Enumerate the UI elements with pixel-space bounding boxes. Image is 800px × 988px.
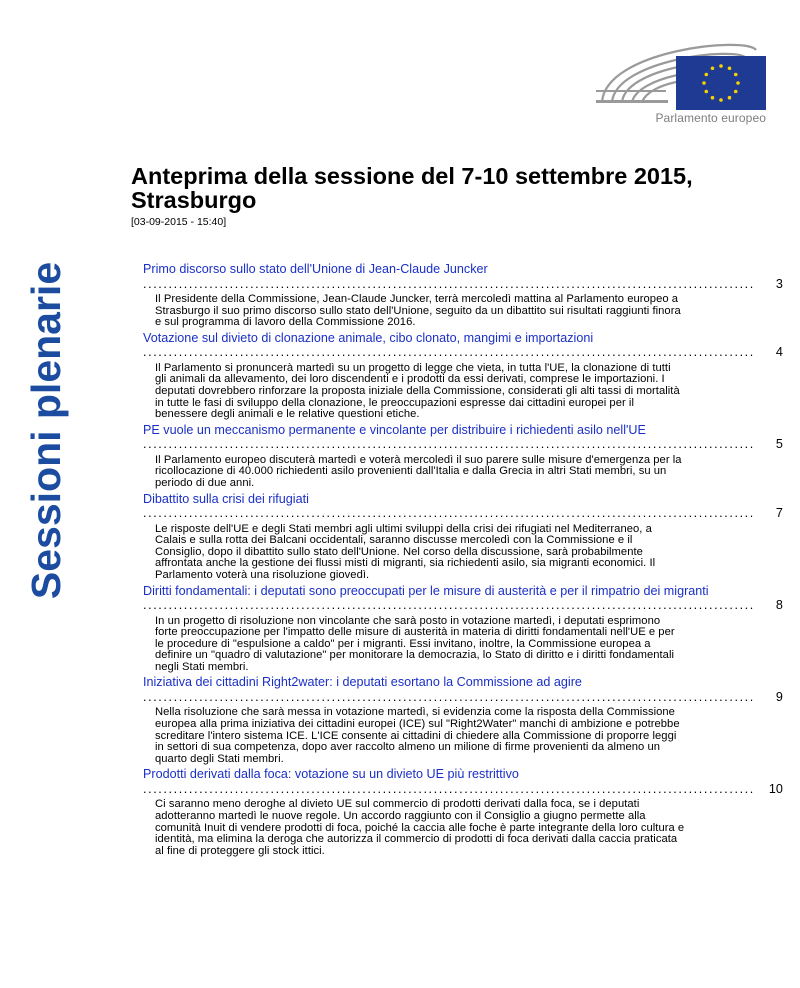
toc-item xyxy=(143,491,783,582)
flag-star xyxy=(728,66,732,70)
toc-description: Ci saranno meno deroghe al divieto UE sul commercio di prodotti derivati dalla foca, se i deputati adotteranno martedì le nuove regole. Un accordo raggiunto con il Consiglio a giugno permette alla comunità Inuit di vendere prodotti di foca, poiché la caccia alle foche è parte integrante della loro cultura e identità, ma elimina la deroga che autorizza il commercio di prodotti di foca derivati dalla caccia praticata al fine di proteggere gli stock ittici. xyxy=(155,798,685,857)
toc-item xyxy=(143,262,783,329)
sidebar-label xyxy=(18,220,76,640)
flag-star xyxy=(711,96,715,100)
hemicycle-flag-icon xyxy=(596,30,766,110)
toc-link[interactable]: Diritti fondamentali: i deputati sono preoccupati per le misure di austerità e per il rimpatrio dei migranti xyxy=(143,583,709,598)
toc-page-number: 10 xyxy=(768,781,783,796)
toc-link[interactable]: PE vuole un meccanismo permanente e vincolante per distribuire i richiedenti asilo nell'UE xyxy=(143,422,646,437)
toc-link[interactable]: Prodotti derivati dalla foca: votazione su un divieto UE più restrittivo xyxy=(143,767,519,782)
toc-page-number: 5 xyxy=(775,437,783,452)
toc-description: In un progetto di risoluzione non vincolante che sarà posto in votazione martedì, i deputati esprimono forte preoccupazione per l'impatto delle misure di austerità in materia di diritti fondamentali nell'UE e per le procedure di "espulsione a caldo" per i migranti. Essi invitano, inoltre, la Commissione europea a definire un "quadro di valutazione" per monitorare la democrazia, lo Stato di diritto e i diritti fondamentali negli Stati membri. xyxy=(155,614,675,673)
toc-description: Le risposte dell'UE e degli Stati membri agli ultimi sviluppi della crisi dei rifugiati nel Mediterraneo, a Calais e sulla rotta dei Balcani occidentali, saranno discusse mercoledì con la Commissione e il Consiglio, dopo il dibattito sullo stato dell'Unione. Nel corso della discussione, sarà probabilmente affrontata anche la gestione dei flussi misti di migranti, sia richiedenti asilo, sia migranti economici. Il Parlamento voterà una risoluzione giovedì. xyxy=(155,522,656,581)
toc-leader: ........................................................................................................................ xyxy=(143,437,755,452)
toc-item xyxy=(143,422,783,490)
toc-link[interactable]: Iniziativa dei cittadini Right2water: i deputati esortano la Commissione ad agire xyxy=(143,675,582,690)
toc-description: Il Presidente della Commissione, Jean-Claude Juncker, terrà mercoledì mattina al Parlamento europeo a Strasburgo il suo primo discorso sullo stato dell'Unione, seguito da un dibattito sui risultati raggiunti finora e sul programma di lavoro della Commissione 2016. xyxy=(155,293,681,329)
toc-item xyxy=(143,767,783,857)
flag-star xyxy=(734,73,738,77)
flag-star xyxy=(704,90,708,94)
flag-star xyxy=(719,64,723,68)
flag-star xyxy=(711,66,715,70)
logo-text: Parlamento europeo xyxy=(655,111,766,125)
toc-description: Il Parlamento europeo discuterà martedì e voterà mercoledì il suo parere sulle misure d'emergenza per la ricollocazione di 40.000 richiedenti asilo provenienti dall'Italia e dalla Grecia in altri Stati membri, su un periodo di due anni. xyxy=(155,453,682,489)
flag-star xyxy=(702,81,706,85)
toc-leader: ........................................................................................................................ xyxy=(143,506,755,521)
toc-item xyxy=(143,583,783,674)
toc-item xyxy=(143,330,783,421)
toc-description: Nella risoluzione che sarà messa in votazione martedì, si evidenzia come la risposta della Commissione europea alla prima iniziativa dei cittadini europei (ICE) sul "Right2Water" manchi di ambizione e potrebbe screditare l'intero sistema ICE. L'ICE consente ai cittadini di chiedere alla Commissione di proporre leggi in settori di sua competenza, dopo aver raccolto almeno un milione di firme provenienti da almeno un quarto degli Stati membri. xyxy=(155,706,680,765)
table-of-contents xyxy=(143,262,783,859)
toc-leader: ........................................................................................................................ xyxy=(143,276,755,291)
flag-star xyxy=(719,98,723,102)
toc-leader: ........................................................................................................................ xyxy=(143,781,755,796)
flag-star xyxy=(734,90,738,94)
toc-page-number: 4 xyxy=(775,345,783,360)
toc-description: Il Parlamento si pronuncerà martedì su un progetto di legge che vieta, in tutta l'UE, la clonazione di tutti gli animali da allevamento, dei loro discendenti e i prodotti da essi derivati, comprese le importazioni. I deputati dovrebbero rinforzare la proposta iniziale della Commissione, considerati gli alti tassi di mortalità in tutte le fasi di sviluppo della clonazione, le preoccupazioni espresse dai cittadini europei per il benessere degli animali e le relative questioni etiche. xyxy=(155,361,680,421)
toc-leader: ........................................................................................................................ xyxy=(143,598,755,612)
flag-star xyxy=(704,73,708,77)
toc-link[interactable]: Primo discorso sullo stato dell'Unione di Jean-Claude Juncker xyxy=(143,262,488,276)
toc-page-number: 8 xyxy=(775,598,783,612)
toc-link[interactable]: Dibattito sulla crisi dei rifugiati xyxy=(143,491,309,506)
page-title: Anteprima della sessione del 7-10 settembre 2015, Strasburgo xyxy=(131,163,693,213)
toc-leader: ........................................................................................................................ xyxy=(143,689,755,704)
flag-star xyxy=(736,81,740,85)
toc-page-number: 9 xyxy=(775,689,783,704)
toc-item xyxy=(143,675,783,765)
toc-page-number: 7 xyxy=(775,506,783,521)
toc-leader: ........................................................................................................................ xyxy=(143,345,755,360)
toc-page-number: 3 xyxy=(775,276,783,291)
flag-star xyxy=(728,96,732,100)
sidebar-text: Sessioni plenarie xyxy=(23,261,70,599)
parliament-logo xyxy=(590,30,772,130)
toc-link[interactable]: Votazione sul divieto di clonazione animale, cibo clonato, mangimi e importazioni xyxy=(143,330,594,345)
datestamp: [03-09-2015 - 15:40] xyxy=(131,216,227,228)
